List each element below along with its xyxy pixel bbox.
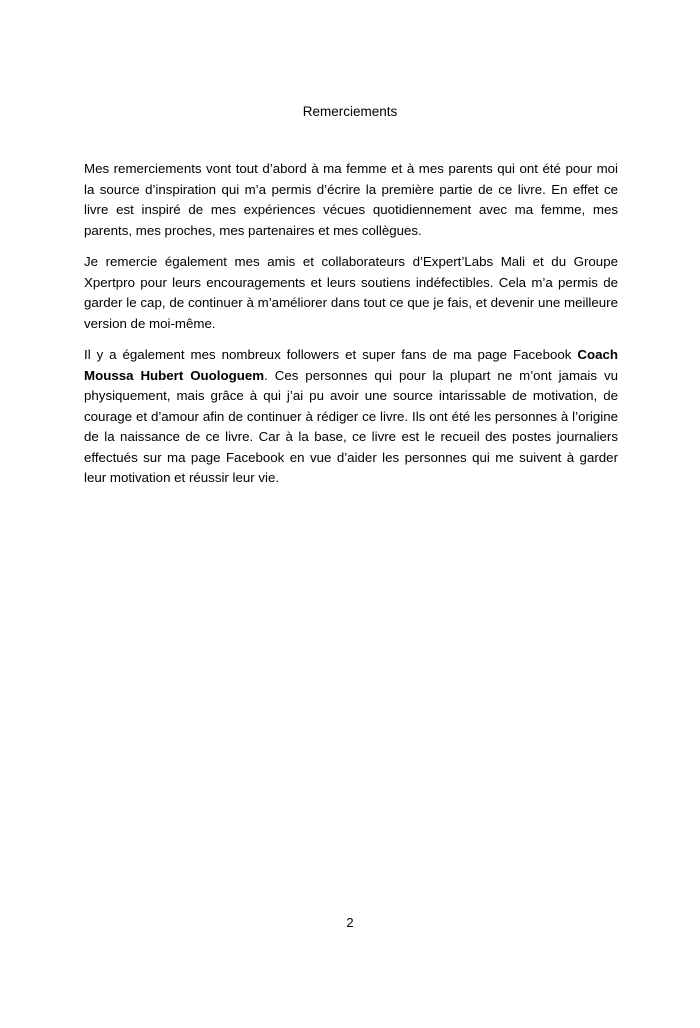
paragraph-2: Je remercie également mes amis et collaborateurs d’Expert’Labs Mali et du Groupe Xpertpro pour leurs encouragements et leurs soutiens indéfectibles. Cela m’a permis de garder le cap, de continuer à m’améliorer dans tout ce que je fais, et devenir une meilleure version de moi-même. (84, 254, 618, 331)
paragraph-3-text-before: Il y a également mes nombreux followers et super fans de ma page Facebook (84, 347, 578, 362)
paragraph-1: Mes remerciements vont tout d’abord à ma femme et à mes parents qui ont été pour moi la source d’inspiration qui m’a permis d’écrire la première partie de ce livre. En effet ce livre est inspiré de mes expériences vécues quotidiennement avec ma femme, mes parents, mes proches, mes partenaires et mes collègues. (84, 161, 618, 238)
paragraph-3 (84, 345, 618, 489)
paragraph-3-text-after: . Ces personnes qui pour la plupart ne m’ont jamais vu physiquement, mais grâce à qui j’ai pu avoir une source intarissable de motivation, de courage et d’amour afin de continuer à rédiger ce livre. Ils ont été les personnes à l’origine de la naissance de ce livre. Car à la base, ce livre est le recueil des postes journaliers effectués sur ma page Facebook en vue d’aider les personnes qui me suivent à garder leur motivation et réussir leur vie. (84, 367, 619, 485)
page-number: 2 (346, 915, 354, 930)
facebook-page-name: Coach Moussa Hubert Ouologuem (84, 347, 618, 383)
body-text (84, 159, 618, 500)
page-title: Remerciements (302, 104, 398, 119)
